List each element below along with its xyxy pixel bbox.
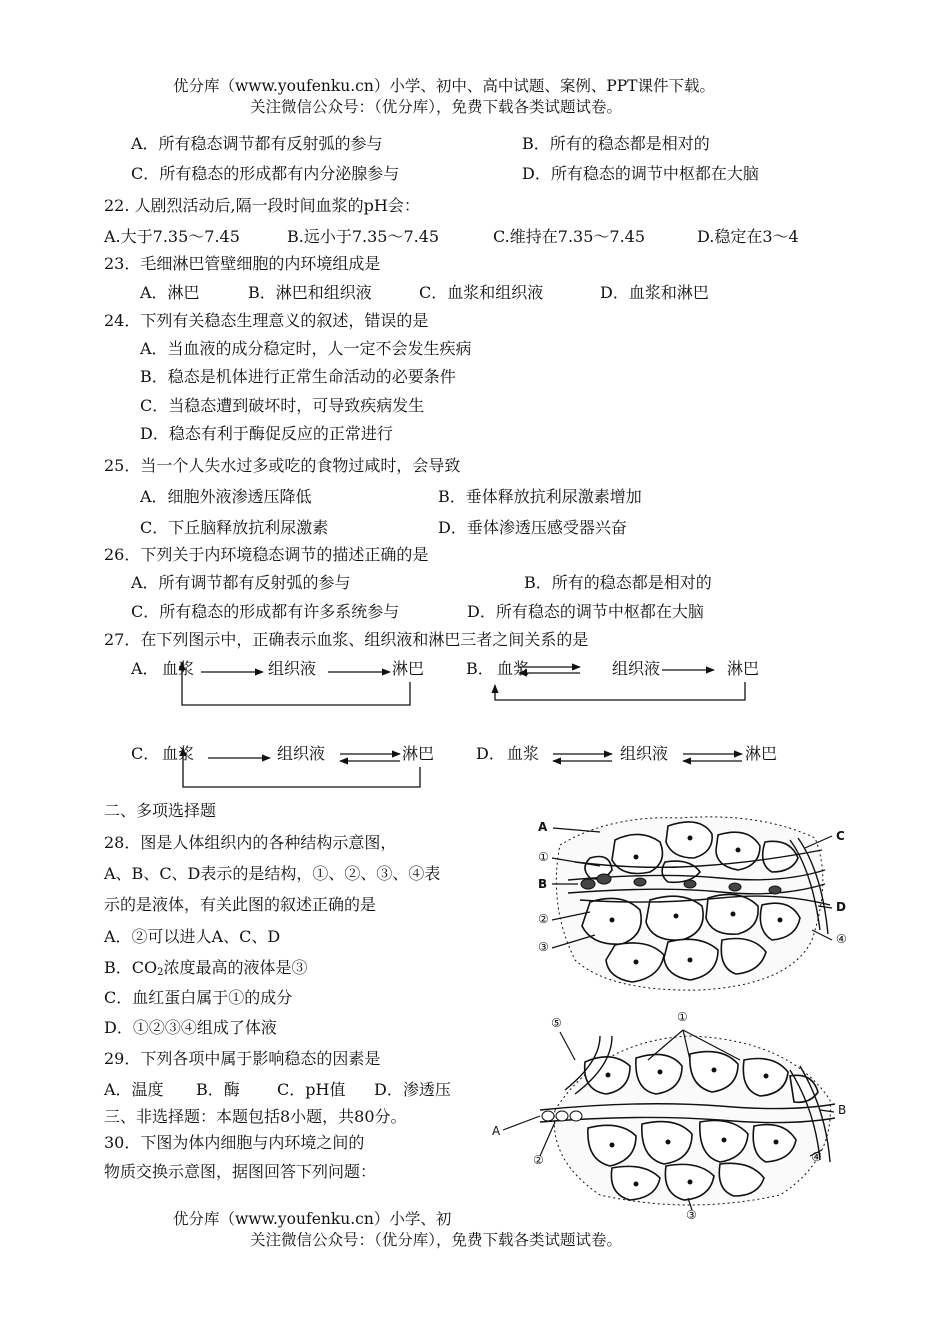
- fig1-label-4: ④: [836, 932, 847, 946]
- fig2-label-b: B: [838, 1103, 847, 1117]
- q27-d-lymph: 淋巴: [745, 744, 778, 763]
- fig1-label-d: D: [836, 900, 846, 914]
- fig2-label-4: ④: [811, 1150, 822, 1164]
- q25-stem: 25．当一个人失水过多或吃的食物过咸时，会导致: [104, 456, 461, 475]
- q27-c-lymph: 淋巴: [402, 744, 435, 763]
- q21-option-a: A．所有稳态调节都有反射弧的参与: [131, 134, 383, 153]
- q26-option-d: D．所有稳态的调节中枢都在大脑: [467, 602, 704, 621]
- q21-option-c: C．所有稳态的形成都有内分泌腺参与: [131, 164, 400, 183]
- q22-option-a: A.大于7.35～7.45: [104, 227, 240, 246]
- q28-option-a: A．②可以进人A、C、D: [104, 927, 281, 946]
- q24-option-d: D．稳态有利于酶促反应的正常进行: [140, 424, 393, 443]
- fig2-label-3: ③: [686, 1208, 697, 1222]
- q21-option-d: D．所有稳态的调节中枢都在大脑: [522, 164, 759, 183]
- q25-option-a: A．细胞外液渗透压降低: [140, 487, 312, 506]
- q22-option-b: B.远小于7.35～7.45: [287, 227, 440, 246]
- q25-option-c: C．下丘脑释放抗利尿激素: [140, 518, 329, 537]
- fig2-label-5: ⑤: [551, 1016, 562, 1030]
- fig1-label-a: A: [538, 820, 548, 834]
- section-2-heading: 二、多项选择题: [104, 801, 217, 820]
- q21-option-b: B．所有的稳态都是相对的: [522, 134, 710, 153]
- q27-a-plasma: 血浆: [162, 659, 195, 678]
- fig1-label-3: ③: [538, 940, 549, 954]
- q24-option-a: A．当血液的成分稳定时，人一定不会发生疾病: [140, 339, 472, 358]
- q28-line-2: A、B、C、D表示的是结构，①、②、③、④表: [104, 864, 441, 883]
- q26-option-c: C．所有稳态的形成都有许多系统参与: [131, 602, 400, 621]
- q23-option-c: C．血浆和组织液: [419, 283, 544, 302]
- q27-option-d-label: D．: [476, 744, 505, 763]
- q29-option-d: D．渗透压: [374, 1080, 451, 1099]
- q22-stem: 22. 人剧烈活动后,隔一段时间血浆的pH会：: [104, 196, 420, 215]
- header-line-2: 关注微信公众号：（优分库），免费下载各类试题试卷。: [250, 98, 623, 116]
- q26-option-a: A．所有调节都有反射弧的参与: [131, 573, 351, 592]
- q23-stem: 23．毛细淋巴管壁细胞的内环境组成是: [104, 254, 381, 273]
- q28-option-b-sub: 2: [157, 967, 164, 978]
- fig2-label-1: ①: [677, 1010, 688, 1024]
- section-3-heading: 三、非选择题：本题包括8小题，共80分。: [104, 1107, 407, 1126]
- fig1-label-b: B: [538, 877, 548, 891]
- q27-option-b-label: B．: [466, 659, 494, 678]
- q28-line-1: 28．图是人体组织内的各种结构示意图，: [104, 833, 397, 852]
- q29-option-b: B．酶: [196, 1080, 240, 1099]
- q29-option-c: C．pH值: [277, 1080, 346, 1099]
- q23-option-a: A．淋巴: [140, 283, 200, 302]
- q30-line-1: 30．下图为体内细胞与内环境之间的: [104, 1133, 365, 1152]
- fig2-label-2: ②: [533, 1153, 544, 1167]
- fig1-label-1: ①: [538, 850, 549, 864]
- q27-a-tissue-fluid: 组织液: [268, 659, 317, 678]
- q30-line-2: 物质交换示意图，据图回答下列问题：: [104, 1162, 377, 1181]
- q23-option-b: B．淋巴和组织液: [248, 283, 372, 302]
- q28-option-b-pre: B．CO: [104, 958, 158, 977]
- q25-option-d: D．垂体渗透压感受器兴奋: [438, 518, 627, 537]
- footer-line-2: 关注微信公众号：（优分库），免费下载各类试题试卷。: [250, 1231, 623, 1249]
- q27-b-tissue-fluid: 组织液: [612, 659, 661, 678]
- q28-line-3: 示的是液体，有关此图的叙述正确的是: [104, 895, 377, 914]
- q27-option-c-label: C．: [131, 744, 160, 763]
- q27-option-a-label: A．: [131, 659, 159, 678]
- fig1-label-2: ②: [538, 912, 549, 926]
- header-line-1: 优分库（www.youfenku.cn）小学、初中、高中试题、案例、PPT课件下载。: [173, 77, 716, 95]
- q27-c-tissue-fluid: 组织液: [277, 744, 326, 763]
- footer-line-1: 优分库（www.youfenku.cn）小学、初: [173, 1210, 452, 1228]
- q22-option-c: C.维持在7.35～7.45: [493, 227, 646, 246]
- fig1-label-c: C: [836, 829, 845, 843]
- q24-option-b: B．稳态是机体进行正常生命活动的必要条件: [140, 367, 456, 386]
- q29-stem: 29．下列各项中属于影响稳态的因素是: [104, 1049, 381, 1068]
- q26-option-b: B．所有的稳态都是相对的: [524, 573, 712, 592]
- q28-option-b-post: 浓度最高的液体是③: [163, 958, 308, 977]
- q26-stem: 26．下列关于内环境稳态调节的描述正确的是: [104, 545, 429, 564]
- q27-b-lymph: 淋巴: [727, 659, 760, 678]
- fig2-label-a: A: [492, 1124, 501, 1138]
- q28-option-c: C．血红蛋白属于①的成分: [104, 988, 293, 1007]
- q27-b-plasma: 血浆: [497, 659, 530, 678]
- q23-option-d: D．血浆和淋巴: [600, 283, 709, 302]
- q24-stem: 24．下列有关稳态生理意义的叙述，错误的是: [104, 311, 429, 330]
- q24-option-c: C．当稳态遭到破坏时，可导致疾病发生: [140, 396, 425, 415]
- q29-option-a: A．温度: [104, 1080, 164, 1099]
- q27-stem: 27．在下列图示中，正确表示血浆、组织液和淋巴三者之间关系的是: [104, 630, 589, 649]
- q25-option-b: B．垂体释放抗利尿激素增加: [438, 487, 642, 506]
- q27-c-plasma: 血浆: [162, 744, 195, 763]
- q28-option-d: D．①②③④组成了体液: [104, 1018, 277, 1037]
- q22-option-d: D.稳定在3～4: [697, 227, 799, 246]
- q27-d-plasma: 血浆: [507, 744, 540, 763]
- q27-d-tissue-fluid: 组织液: [620, 744, 669, 763]
- q27-a-lymph: 淋巴: [392, 659, 425, 678]
